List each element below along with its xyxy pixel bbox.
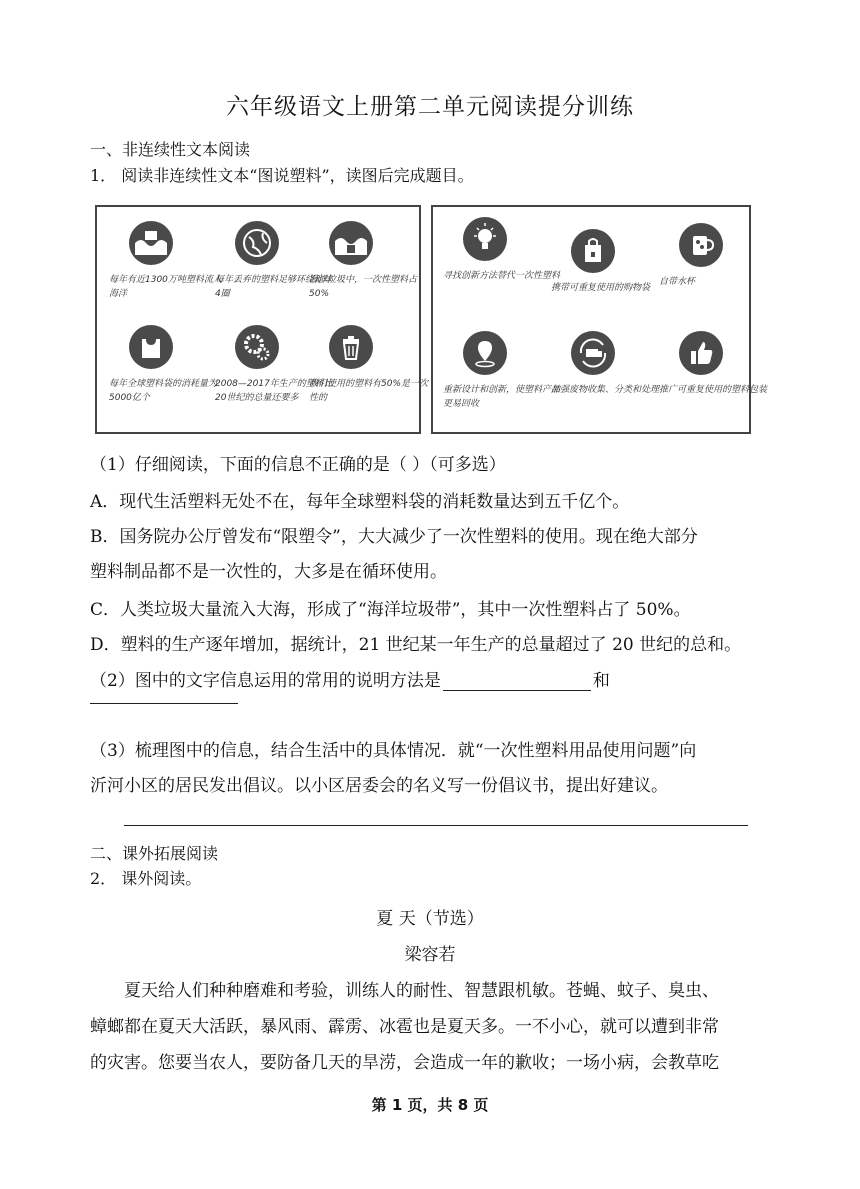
section1-heading: 一、非连续性文本阅读 — [90, 140, 251, 159]
action-caption: 加强废物收集、分类和处理 — [551, 385, 660, 395]
question2-intro: 2． 课外阅读。 — [90, 869, 202, 888]
gears-icon — [235, 325, 279, 369]
fact-caption: 每年丢弃的塑料足够环绕地球4圈 — [215, 275, 333, 299]
subquestion-2-text: （2）图中的文字信息运用的常用的说明方法是 — [90, 671, 441, 691]
answer-blank-1[interactable] — [443, 672, 591, 691]
option-b-line1: B．国务院办公厅曾发布“限塑令”，大大减少了一次性塑料的使用。现在绝大部分 — [90, 527, 698, 547]
essay-author: 梁容若 — [404, 945, 456, 965]
subquestion-3-line1: （3）梳理图中的信息，结合生活中的具体情况．就“一次性塑料用品使用问题”向 — [90, 741, 697, 761]
essay-paragraph-line1: 夏天给人们种种磨难和考验，训练人的耐性、智慧跟机敏。苍蝇、蚊子、臭虫、 — [124, 981, 719, 1001]
action-cell — [443, 217, 563, 317]
action-cell — [551, 331, 671, 431]
fact-cell — [309, 221, 429, 321]
fact-caption: 每年有近1300万吨塑料流入海洋 — [109, 275, 222, 299]
infographic-facts-panel — [95, 205, 429, 434]
fact-caption: 海洋垃圾中，一次性塑料占50% — [309, 275, 418, 299]
action-cell — [659, 223, 779, 323]
fact-caption: 我们使用的塑料有50%是一次性的 — [309, 379, 429, 403]
option-a: A．现代生活塑料无处不在，每年全球塑料袋的消耗数量达到五千亿个。 — [90, 492, 630, 512]
subquestion-2-and: 和 — [592, 671, 610, 691]
thumbs-up-icon — [679, 331, 723, 375]
ocean-trash-icon — [329, 221, 373, 265]
essay-title: 夏 天（节选） — [376, 909, 484, 929]
action-caption: 寻找创新方法替代一次性塑料 — [443, 271, 561, 281]
option-b-line2: 塑料制品都不是一次性的，大多是在循环使用。 — [90, 562, 447, 582]
action-caption: 自带水杯 — [659, 277, 696, 287]
fact-cell — [109, 325, 229, 425]
recycle-truck-icon — [571, 331, 615, 375]
fact-caption: 每年全球塑料袋的消耗量为5000亿个 — [109, 379, 218, 403]
trash-can-icon — [329, 325, 373, 369]
question1-intro: 1． 阅读非连续性文本“图说塑料”，读图后完成题目。 — [90, 166, 474, 185]
essay-paragraph-line3: 的灾害。您要当农人，要防备几天的旱涝，会造成一年的歉收；一场小病，会教草吃 — [90, 1053, 719, 1073]
option-d: D．塑料的生产逐年增加，据统计，21 世纪某一年生产的总量超过了 20 世纪的总和。 — [90, 635, 742, 655]
fact-cell — [109, 221, 229, 321]
action-cell — [551, 229, 671, 329]
shopping-bag-icon — [571, 229, 615, 273]
subquestion-3-line2: 沂河小区的居民发出倡议。以小区居委会的名义写一份倡议书，提出好建议。 — [90, 776, 668, 796]
page-footer: 第 1 页，共 8 页 — [371, 1096, 489, 1114]
option-c: C．人类垃圾大量流入大海，形成了“海洋垃圾带”，其中一次性塑料占了 50%。 — [90, 600, 691, 620]
location-pin-icon — [463, 331, 507, 375]
fact-caption: 2008—2017年生产的塑料比20世纪的总量还要多 — [215, 379, 333, 403]
section2-heading: 二、课外拓展阅读 — [90, 844, 219, 863]
lightbulb-icon — [463, 217, 507, 261]
fact-cell — [309, 325, 429, 425]
plastic-bag-icon — [129, 325, 173, 369]
ocean-waves-icon — [129, 221, 173, 265]
page-title: 六年级语文上册第二单元阅读提分训练 — [226, 94, 634, 120]
essay-paragraph-line2: 蟑螂都在夏天大活跃，暴风雨、霹雳、冰雹也是夏天多。一不小心，就可以遭到非常 — [90, 1017, 719, 1037]
action-caption: 携带可重复使用的购物袋 — [551, 283, 651, 293]
answer-line-3[interactable] — [124, 825, 748, 826]
action-cell — [659, 331, 779, 431]
action-cell — [443, 331, 563, 431]
cup-icon — [679, 223, 723, 267]
subquestion-1: （1）仔细阅读，下面的信息不正确的是（ ）（可多选） — [90, 455, 506, 475]
subquestion-2 — [90, 666, 610, 691]
answer-blank-2[interactable] — [90, 703, 238, 704]
globe-icon — [235, 221, 279, 265]
action-caption: 推广可重复使用的塑料包装 — [659, 385, 768, 395]
infographic-actions-panel — [431, 205, 768, 434]
action-caption: 重新设计和创新，使塑料产品更易回收 — [443, 385, 561, 409]
